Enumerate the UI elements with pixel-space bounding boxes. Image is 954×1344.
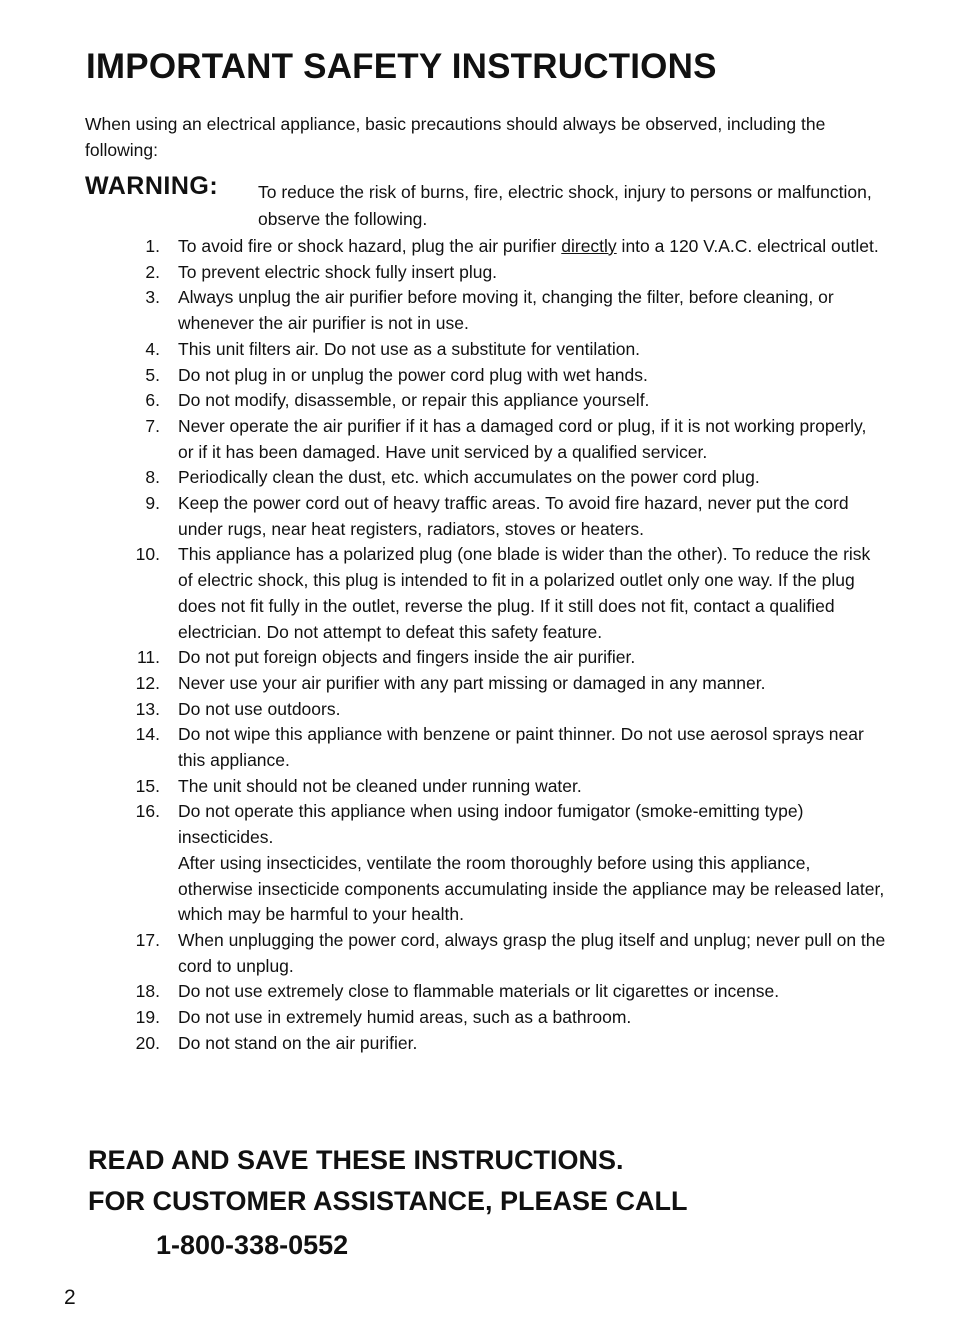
item-number: 3. — [145, 287, 160, 308]
item-number: 4. — [145, 338, 160, 359]
item-number: 10. — [135, 544, 160, 565]
item-text-part: To avoid fire or shock hazard, plug the air purifier — [178, 236, 562, 256]
instructions-list — [0, 234, 954, 1057]
intro-paragraph: When using an electrical appliance, basic precautions should always be observed, including the following: — [85, 114, 826, 160]
list-item — [0, 979, 954, 1005]
item-number: 16. — [135, 801, 160, 822]
list-item — [0, 363, 954, 389]
item-text: Do not put foreign objects and fingers inside the air purifier. — [178, 647, 636, 668]
list-item — [0, 542, 954, 645]
list-item — [0, 928, 954, 979]
item-text: Do not modify, disassemble, or repair this appliance yourself. — [178, 390, 650, 411]
item-text: This appliance has a polarized plug (one blade is wider than the other). To reduce the risk of electric shock, this plug is intended to fit in a polarized outlet only one way. If the plug does not fit fully in the outlet, reverse the plug. If it still does not fit, contact a qualified electrician. Do not attempt to defeat this safety feature. — [178, 544, 871, 642]
item-number: 8. — [145, 467, 160, 488]
item-text: Always unplug the air purifier before moving it, changing the filter, before cleaning, or whenever the air purifier is not in use. — [178, 287, 834, 334]
item-text: Do not use outdoors. — [178, 698, 341, 719]
item-number: 7. — [145, 415, 160, 436]
item-number: 6. — [145, 390, 160, 411]
list-item — [0, 337, 954, 363]
item-paragraph: After using insecticides, ventilate the room thoroughly before using this appliance, otherwise insecticide components accumulating inside the appliance may be released later, which may be harmful to your health. — [178, 852, 885, 925]
item-text — [178, 234, 886, 260]
item-text: Never operate the air purifier if it has a damaged cord or plug, if it is not working properly, or if it has been damaged. Have unit serviced by a qualified servicer. — [178, 415, 867, 462]
list-item — [0, 671, 954, 697]
list-item — [0, 1005, 954, 1031]
item-text: Do not wipe this appliance with benzene or paint thinner. Do not use aerosol sprays near this appliance. — [178, 724, 864, 771]
item-paragraph: Do not operate this appliance when using indoor fumigator (smoke-emitting type) insecticides. — [178, 801, 804, 848]
item-number: 1. — [145, 236, 160, 256]
list-item — [0, 645, 954, 671]
list-item — [0, 465, 954, 491]
list-item — [0, 388, 954, 414]
item-number: 11. — [136, 647, 160, 668]
item-number: 9. — [145, 493, 160, 514]
phone-number: 1-800-338-0552 — [156, 1230, 349, 1260]
underlined-word: directly — [561, 236, 617, 256]
item-number: 5. — [145, 364, 160, 385]
customer-assistance-heading: FOR CUSTOMER ASSISTANCE, PLEASE CALL — [88, 1186, 688, 1216]
item-text: Never use your air purifier with any part missing or damaged in any manner. — [178, 672, 766, 693]
item-number: 17. — [135, 929, 160, 950]
list-item — [0, 491, 954, 542]
item-number: 13. — [135, 698, 160, 719]
item-text: This unit filters air. Do not use as a substitute for ventilation. — [178, 338, 641, 359]
item-number: 15. — [135, 775, 160, 796]
list-item — [0, 722, 954, 773]
item-text-part: into a 120 V.A.C. electrical outlet. — [616, 236, 879, 256]
item-number: 19. — [135, 1007, 160, 1028]
page-number: 2 — [64, 1286, 76, 1309]
item-number: 14. — [135, 724, 160, 745]
item-text: Do not stand on the air purifier. — [178, 1032, 418, 1053]
item-text: Do not plug in or unplug the power cord plug with wet hands. — [178, 364, 648, 385]
page-title: IMPORTANT SAFETY INSTRUCTIONS — [86, 47, 717, 86]
item-text — [178, 799, 886, 928]
list-item — [0, 260, 954, 286]
list-item — [0, 234, 954, 260]
item-text: Do not use extremely close to flammable materials or lit cigarettes or incense. — [178, 981, 780, 1002]
item-text: The unit should not be cleaned under running water. — [178, 775, 582, 796]
list-item — [0, 799, 954, 928]
item-number: 20. — [135, 1032, 160, 1053]
item-number: 2. — [145, 261, 160, 282]
read-and-save-heading: READ AND SAVE THESE INSTRUCTIONS. — [88, 1145, 624, 1175]
item-text: Periodically clean the dust, etc. which accumulates on the power cord plug. — [178, 467, 760, 488]
list-item — [0, 774, 954, 800]
item-number: 18. — [135, 981, 160, 1002]
list-item — [0, 285, 954, 336]
warning-label: WARNING: — [85, 172, 219, 200]
footer-block — [88, 1140, 688, 1266]
item-text: Keep the power cord out of heavy traffic areas. To avoid fire hazard, never put the cord under rugs, near heat registers, radiators, stoves or heaters. — [178, 493, 849, 539]
item-text: To prevent electric shock fully insert plug. — [178, 261, 498, 282]
list-item — [0, 414, 954, 465]
item-number: 12. — [135, 672, 160, 693]
item-text: Do not use in extremely humid areas, such as a bathroom. — [178, 1007, 632, 1028]
list-item — [0, 1031, 954, 1057]
warning-text: To reduce the risk of burns, fire, electric shock, injury to persons or malfunction, observe the following. — [258, 182, 872, 229]
list-item — [0, 697, 954, 723]
item-text: When unplugging the power cord, always grasp the plug itself and unplug; never pull on the cord to unplug. — [178, 929, 886, 976]
